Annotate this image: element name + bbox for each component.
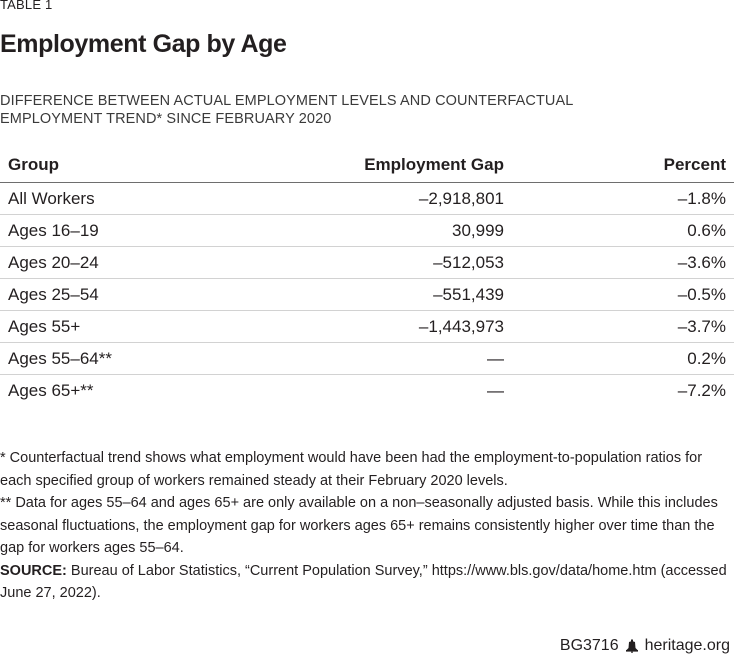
cell-percent: –7.2%: [677, 380, 726, 400]
column-header-employment-gap: Employment Gap: [216, 148, 512, 183]
cell-group: Ages 20–24: [0, 247, 216, 279]
cell-group: Ages 55–64**: [0, 343, 216, 375]
cell-percent: –3.7%: [512, 311, 734, 343]
site-link[interactable]: heritage.org: [644, 637, 730, 654]
cell-group: All Workers: [0, 183, 216, 215]
employment-gap-table: [0, 148, 734, 406]
report-footer: [560, 637, 730, 655]
cell-group: Ages 55+: [0, 311, 216, 343]
cell-percent: –1.8%: [512, 183, 734, 215]
table-row: [0, 279, 734, 311]
cell-group: Ages 16–19: [0, 215, 216, 247]
cell-employment-gap: –512,053: [216, 247, 512, 279]
page-title: Employment Gap by Age: [0, 30, 287, 58]
table-row: [0, 311, 734, 343]
footnote-counterfactual: * Counterfactual trend shows what employment would have been had the employment-to-population ratios for each specified group of workers remained steady at their February 2020 levels.: [0, 450, 703, 489]
table-header-row: [0, 148, 734, 183]
column-header-group: Group: [0, 148, 216, 183]
footnote-seasonal-adjustment: ** Data for ages 55–64 and ages 65+ are only available on a non–seasonally adjusted basis. While this includes seasonal fluctuations, the employment gap for workers ages 65+ remains consistently higher over time than the gap for workers ages 55–64.: [0, 495, 718, 556]
cell-employment-gap: 30,999: [216, 215, 512, 247]
cell-employment-gap: —: [216, 343, 512, 375]
cell-employment-gap: —: [487, 380, 504, 400]
cell-employment-gap: –551,439: [216, 279, 512, 311]
source-note: [0, 560, 728, 605]
table-notes: [0, 447, 728, 605]
source-text: Bureau of Labor Statistics, “Current Population Survey,” https://www.bls.gov/data/home.htm (accessed June 27, 2022).: [0, 562, 727, 601]
cell-percent: 0.6%: [512, 215, 734, 247]
column-header-percent: Percent: [512, 148, 734, 183]
report-code: BG3716: [559, 637, 619, 654]
table-row: [0, 215, 734, 247]
table-row: [0, 247, 734, 279]
cell-group: Ages 25–54: [0, 279, 216, 311]
cell-percent: 0.2%: [512, 343, 734, 375]
cell-employment-gap: –2,918,801: [216, 183, 512, 215]
cell-employment-gap: –1,443,973: [216, 311, 512, 343]
cell-percent: –0.5%: [512, 279, 734, 311]
source-label: SOURCE:: [0, 562, 67, 579]
table-row: [0, 375, 734, 407]
table-row: [0, 343, 734, 375]
table-row: [0, 183, 734, 215]
cell-group: Ages 65+**: [8, 380, 94, 400]
cell-percent: –3.6%: [512, 247, 734, 279]
table-kicker: TABLE 1: [0, 0, 53, 12]
liberty-bell-icon: [625, 639, 639, 653]
table-subtitle: DIFFERENCE BETWEEN ACTUAL EMPLOYMENT LEVELS AND COUNTERFACTUAL EMPLOYMENT TREND* SINCE FEBRUARY 2020: [0, 93, 573, 127]
